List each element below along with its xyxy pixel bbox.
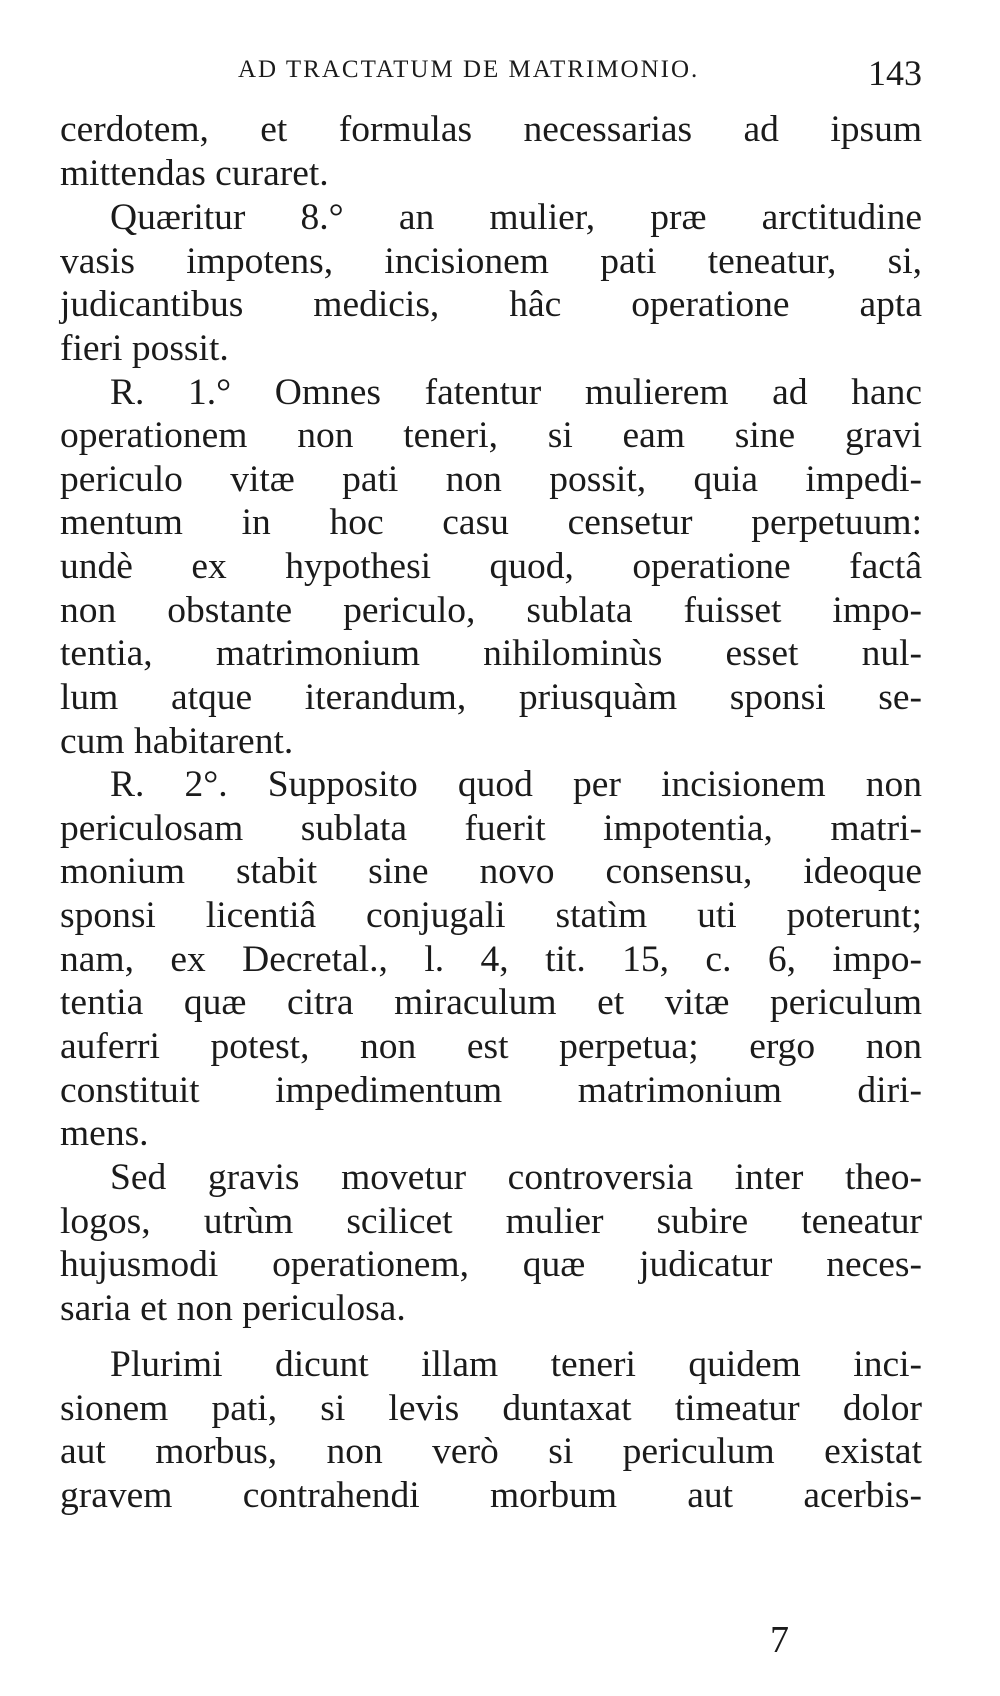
text-line-1: cerdotem, et formulas necessarias ad ipsum bbox=[60, 109, 922, 150]
text-line-24: mens. bbox=[60, 1113, 149, 1154]
text-line-19: sponsi licentiâ conjugali statìm uti poterunt; bbox=[60, 895, 922, 936]
text-line-23: constituit impedimentum matrimonium diri- bbox=[60, 1070, 922, 1111]
text-line-13: tentia, matrimonium nihilominùs esset nul- bbox=[60, 633, 922, 674]
text-line-25: Sed gravis movetur controversia inter theo- bbox=[110, 1157, 922, 1198]
text-line-31: aut morbus, non verò si periculum existat bbox=[60, 1431, 922, 1472]
text-line-6: fieri possit. bbox=[60, 328, 229, 369]
text-line-8: operationem non teneri, si eam sine gravi bbox=[60, 415, 922, 456]
text-line-5: judicantibus medicis, hâc operatione apta bbox=[60, 284, 922, 325]
text-line-11: undè ex hypothesi quod, operatione factâ bbox=[60, 546, 922, 587]
text-line-16: R. 2°. Supposito quod per incisionem non bbox=[110, 764, 922, 805]
text-line-14: lum atque iterandum, priusquàm sponsi se- bbox=[60, 677, 922, 718]
text-line-29: Plurimi dicunt illam teneri quidem inci- bbox=[110, 1344, 922, 1385]
text-line-7: R. 1.° Omnes fatentur mulierem ad hanc bbox=[110, 372, 922, 413]
text-line-21: tentia quæ citra miraculum et vitæ periculum bbox=[60, 982, 922, 1023]
text-line-22: auferri potest, non est perpetua; ergo non bbox=[60, 1026, 922, 1067]
text-line-15: cum habitarent. bbox=[60, 721, 294, 762]
running-title: AD TRACTATUM DE MATRIMONIO. bbox=[238, 56, 700, 83]
page-number: 143 bbox=[868, 53, 922, 93]
text-line-4: vasis impotens, incisionem pati teneatur, si, bbox=[60, 241, 922, 282]
text-line-30: sionem pati, si levis duntaxat timeatur dolor bbox=[60, 1388, 922, 1429]
signature-mark: 7 bbox=[770, 1619, 789, 1661]
text-line-20: nam, ex Decretal., l. 4, tit. 15, c. 6, impo- bbox=[60, 939, 922, 980]
text-line-2: mittendas curaret. bbox=[60, 153, 329, 194]
text-line-26: logos, utrùm scilicet mulier subire teneatur bbox=[60, 1201, 922, 1242]
page-header bbox=[60, 52, 922, 98]
text-line-9: periculo vitæ pati non possit, quia impedi- bbox=[60, 459, 922, 500]
text-line-27: hujusmodi operationem, quæ judicatur neces- bbox=[60, 1244, 922, 1285]
text-line-12: non obstante periculo, sublata fuisset impo- bbox=[60, 590, 922, 631]
text-line-32: gravem contrahendi morbum aut acerbis- bbox=[60, 1475, 922, 1516]
text-line-3: Quæritur 8.° an mulier, præ arctitudine bbox=[110, 197, 922, 238]
text-line-17: periculosam sublata fuerit impotentia, matri- bbox=[60, 808, 922, 849]
text-line-10: mentum in hoc casu censetur perpetuum: bbox=[60, 502, 922, 543]
text-line-28: saria et non periculosa. bbox=[60, 1288, 406, 1329]
text-line-18: monium stabit sine novo consensu, ideoque bbox=[60, 851, 922, 892]
